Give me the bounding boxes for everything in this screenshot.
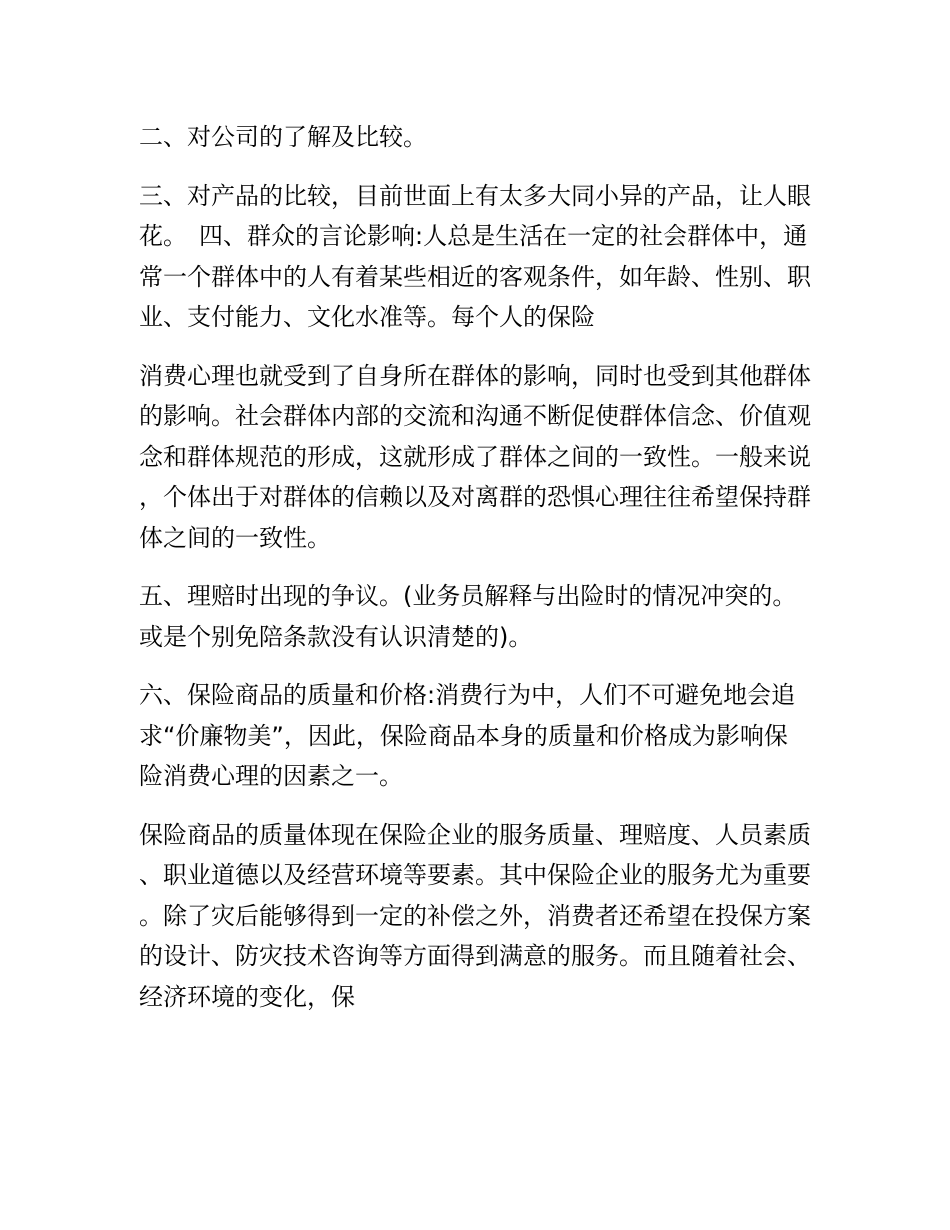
paragraph-quality-price: 六、保险商品的质量和价格:消费行为中，人们不可避免地会追求“价廉物美”，因此，保险商品本身的质量和价格成为影响保险消费心理的因素之一。	[139, 681, 796, 790]
paragraph-service-quality: 保险商品的质量体现在保险企业的服务质量、理赔度、人员素质、职业道德以及经营环境等要素。其中保险企业的服务尤为重要。除了灾后能够得到一定的补偿之外，消费者还希望在投保方案的设计、防灾技术咨询等方面得到满意的服务。而且随着社会、经济环境的变化，保	[139, 820, 811, 1011]
document-body	[139, 117, 811, 1017]
paragraph-group-consumption: 消费心理也就受到了自身所在群体的影响，同时也受到其他群体的影响。社会群体内部的交流和沟通不断促使群体信念、价值观念和群体规范的形成，这就形成了群体之间的一致性。一般来说，个体出于对群体的信赖以及对离群的恐惧心理往往希望保持群体之间的一致性。	[139, 361, 811, 552]
paragraph-product-comparison: 三、对产品的比较，目前世面上有太多大同小异的产品，让人眼花。 四、群众的言论影响:人总是生活在一定的社会群体中，通常一个群体中的人有着某些相近的客观条件，如年龄、性别、职业、支付能力、文化水准等。每个人的保险	[139, 181, 811, 331]
paragraph-company-comparison: 二、对公司的了解及比较。	[139, 123, 427, 151]
paragraph-claims-dispute: 五、理赔时出现的争议。(业务员解释与出险时的情况冲突的。或是个别免陪条款没有认识清楚的)。	[139, 582, 797, 651]
